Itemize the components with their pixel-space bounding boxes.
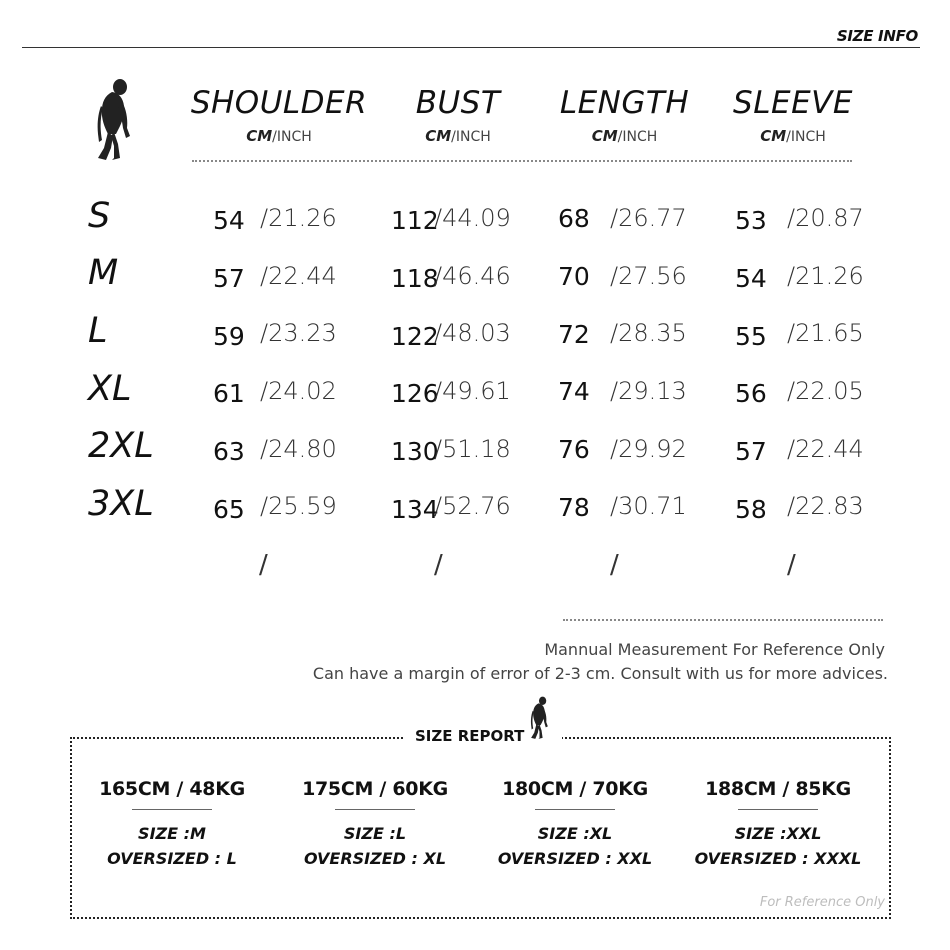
height-weight: 165CM / 48KG xyxy=(99,778,245,800)
column-name: SLEEVE xyxy=(733,85,853,121)
length-inch: /26.77 xyxy=(610,204,687,232)
shoulder-inch: /25.59 xyxy=(260,492,337,520)
bust-inch: /44.09 xyxy=(434,204,511,232)
recommended-size: SIZE :XXL xyxy=(734,824,822,843)
length-inch: /28.35 xyxy=(610,319,687,347)
shoulder-inch: /24.80 xyxy=(260,435,337,463)
shoulder-cm: 65 xyxy=(213,495,245,524)
unit-cm: CM xyxy=(246,127,273,145)
length-inch: /27.56 xyxy=(610,262,687,290)
height-weight: 188CM / 85KG xyxy=(705,778,851,800)
bust-inch: /48.03 xyxy=(434,319,511,347)
length-inch: /29.92 xyxy=(610,435,687,463)
column-unit xyxy=(385,129,531,144)
sleeve-inch: /21.65 xyxy=(787,319,864,347)
column-name: BUST xyxy=(415,85,501,121)
size-label: M xyxy=(88,253,119,293)
size-report-title: SIZE REPORT xyxy=(415,727,525,745)
sleeve-cm: 55 xyxy=(735,322,767,351)
bust-inch: /52.76 xyxy=(434,492,511,520)
height-weight: 175CM / 60KG xyxy=(302,778,448,800)
margin-note: Can have a margin of error of 2-3 cm. Consult with us for more advices. xyxy=(312,664,888,683)
size-label: 3XL xyxy=(88,484,154,524)
unit-inch: /INCH xyxy=(786,129,826,145)
column-header-shoulder xyxy=(190,85,368,145)
unit-inch: /INCH xyxy=(272,129,312,145)
column-header-sleeve xyxy=(727,85,859,145)
report-item xyxy=(82,778,262,872)
sleeve-inch: /22.83 xyxy=(787,492,864,520)
unit-inch: /INCH xyxy=(617,129,658,145)
ape-silhouette-icon xyxy=(92,78,138,162)
bust-cm: 122 xyxy=(391,322,439,351)
shoulder-inch: /21.26 xyxy=(260,204,337,232)
empty-slash: / xyxy=(434,550,443,580)
reference-footnote: For Reference Only xyxy=(759,895,885,910)
shoulder-cm: 54 xyxy=(213,206,245,235)
sleeve-cm: 54 xyxy=(735,264,767,293)
shoulder-inch: /23.23 xyxy=(260,319,337,347)
oversized-size: OVERSIZED : XL xyxy=(303,848,447,868)
report-item-divider xyxy=(535,809,615,810)
bust-cm: 134 xyxy=(391,495,439,524)
ape-silhouette-icon xyxy=(528,695,552,741)
shoulder-cm: 63 xyxy=(213,437,245,466)
empty-slash: / xyxy=(610,550,619,580)
height-weight: 180CM / 70KG xyxy=(502,778,648,800)
size-label: L xyxy=(88,311,108,351)
sleeve-inch: /22.44 xyxy=(787,435,864,463)
bust-cm: 118 xyxy=(391,264,439,293)
report-item xyxy=(688,778,868,872)
recommended-size: SIZE :XL xyxy=(537,824,613,843)
report-item xyxy=(485,778,665,872)
length-cm: 68 xyxy=(558,204,590,233)
column-name: SHOULDER xyxy=(190,85,368,121)
sleeve-cm: 58 xyxy=(735,495,767,524)
shoulder-inch: /24.02 xyxy=(260,377,337,405)
length-inch: /30.71 xyxy=(610,492,687,520)
shoulder-cm: 59 xyxy=(213,322,245,351)
oversized-size: OVERSIZED : XXXL xyxy=(694,848,862,868)
size-label: XL xyxy=(88,369,132,409)
notes-dotted-divider xyxy=(563,619,883,621)
bust-inch: /51.18 xyxy=(434,435,511,463)
length-cm: 72 xyxy=(558,320,590,349)
recommended-size: SIZE :L xyxy=(343,824,407,843)
unit-inch: /INCH xyxy=(451,129,491,145)
unit-cm: CM xyxy=(591,127,618,145)
report-item-divider xyxy=(132,809,212,810)
column-unit xyxy=(190,129,368,144)
column-header-length xyxy=(552,85,697,145)
sleeve-cm: 56 xyxy=(735,379,767,408)
report-item-divider xyxy=(738,809,818,810)
sleeve-cm: 53 xyxy=(735,206,767,235)
bust-cm: 126 xyxy=(391,379,439,408)
shoulder-cm: 61 xyxy=(213,379,245,408)
report-item xyxy=(285,778,465,872)
bust-cm: 112 xyxy=(391,206,439,235)
header-divider xyxy=(22,47,920,48)
length-cm: 70 xyxy=(558,262,590,291)
header-dotted-divider xyxy=(192,160,852,162)
length-cm: 74 xyxy=(558,377,590,406)
column-header-bust xyxy=(385,85,531,145)
oversized-size: OVERSIZED : XXL xyxy=(497,848,653,868)
oversized-size: OVERSIZED : L xyxy=(107,848,237,868)
column-unit xyxy=(552,129,697,144)
sleeve-inch: /20.87 xyxy=(787,204,864,232)
length-cm: 76 xyxy=(558,435,590,464)
unit-cm: CM xyxy=(760,127,787,145)
size-label: 2XL xyxy=(88,426,154,466)
empty-slash: / xyxy=(259,550,268,580)
column-name: LENGTH xyxy=(559,85,690,121)
length-cm: 78 xyxy=(558,493,590,522)
length-inch: /29.13 xyxy=(610,377,687,405)
unit-cm: CM xyxy=(425,127,452,145)
bust-cm: 130 xyxy=(391,437,439,466)
shoulder-cm: 57 xyxy=(213,264,245,293)
sleeve-cm: 57 xyxy=(735,437,767,466)
bust-inch: /49.61 xyxy=(434,377,511,405)
report-item-divider xyxy=(335,809,415,810)
measurement-note: Mannual Measurement For Reference Only xyxy=(544,640,885,659)
shoulder-inch: /22.44 xyxy=(260,262,337,290)
page-title: SIZE INFO xyxy=(836,27,918,45)
sleeve-inch: /22.05 xyxy=(787,377,864,405)
sleeve-inch: /21.26 xyxy=(787,262,864,290)
bust-inch: /46.46 xyxy=(434,262,511,290)
column-unit xyxy=(727,129,859,144)
size-label: S xyxy=(88,196,111,236)
empty-slash: / xyxy=(787,550,796,580)
recommended-size: SIZE :M xyxy=(138,824,206,843)
